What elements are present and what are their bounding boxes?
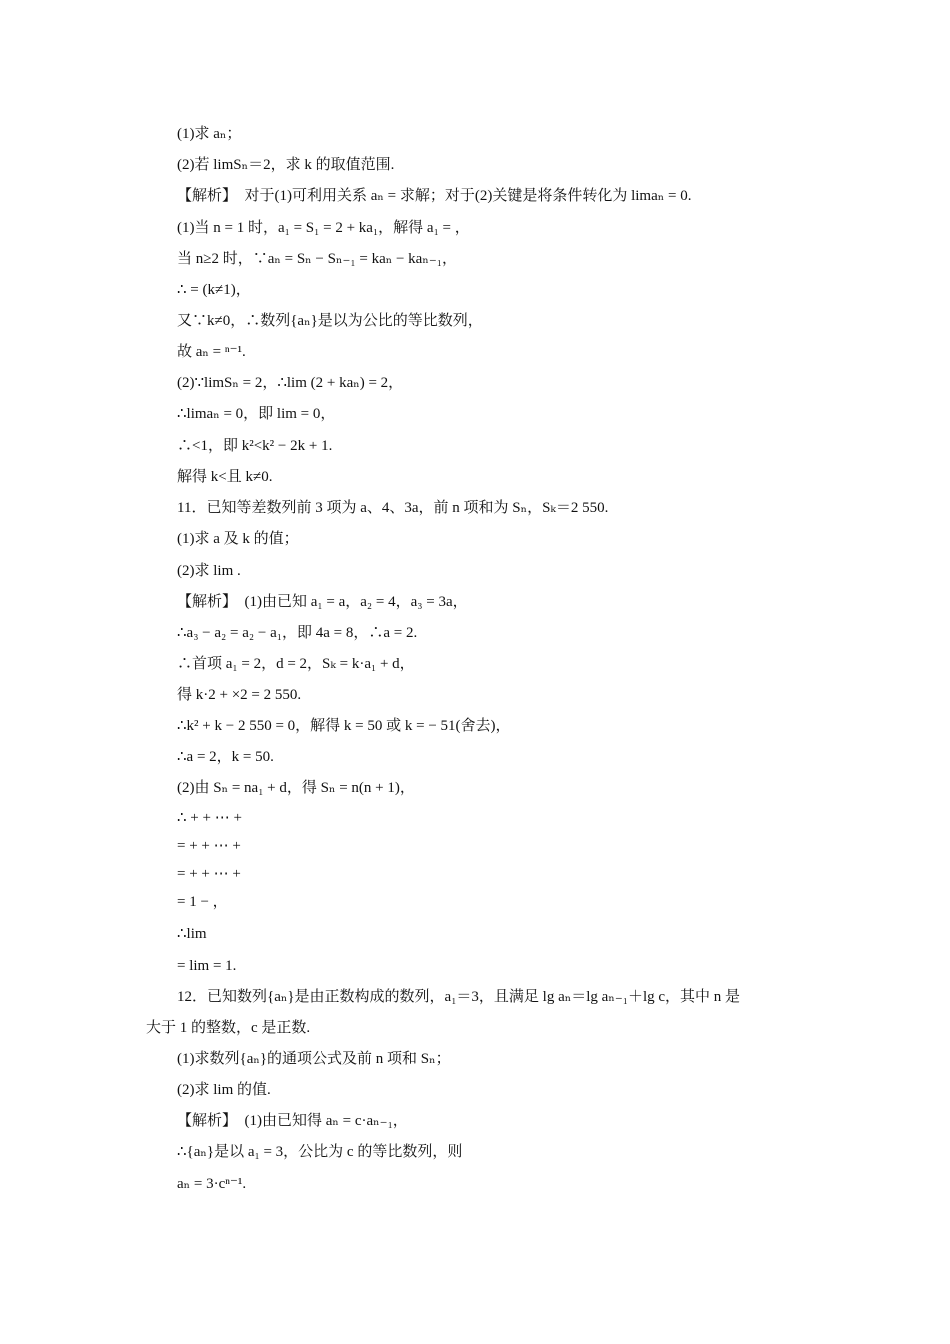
line-q11-sol-4: ∴k² + k − 2 550 = 0，解得 k = 50 或 k = − 51(舍去)， xyxy=(177,718,511,734)
line-q10-sol-5: 故 aₙ = ⁿ⁻¹. xyxy=(177,344,246,360)
line-q11-sol-10: = 1 − ， xyxy=(177,894,228,910)
line-q10-sol-1: (1)当 n = 1 时，a₁ = S₁ = 2 + ka₁，解得 a₁ = ， xyxy=(177,220,470,236)
line-q10-part1: (1)求 aₙ； xyxy=(177,126,242,142)
line-q11-sol-2: ∴首项 a₁ = 2，d = 2，Sₖ = k·a₁ + d， xyxy=(177,656,415,672)
line-q12-sol-2: aₙ = 3·cⁿ⁻¹. xyxy=(177,1176,247,1192)
line-q12-sol-1: ∴{aₙ}是以 a₁ = 3，公比为 c 的等比数列，则 xyxy=(177,1144,463,1160)
line-q10-sol-2: 当 n≥2 时，∵aₙ = Sₙ − Sₙ₋₁ = kaₙ − kaₙ₋₁， xyxy=(177,251,457,267)
line-q11-sol-5: ∴a = 2，k = 50. xyxy=(177,749,274,765)
line-q11-sol-11: ∴lim xyxy=(177,926,207,942)
line-q10-sol-8: ∴<1，即 k²<k² − 2k + 1. xyxy=(177,438,333,454)
line-q11-sol-12: = lim = 1. xyxy=(177,958,237,974)
line-q10-sol-4: 又∵k≠0，∴数列{aₙ}是以为公比的等比数列， xyxy=(177,313,483,329)
line-q12-stem-1: 12．已知数列{aₙ}是由正数构成的数列，a₁＝3，且满足 lg aₙ＝lg aₙ₋₁＋lg c，其中 n 是 xyxy=(177,989,741,1005)
line-q12-part1: (1)求数列{aₙ}的通项公式及前 n 项和 Sₙ； xyxy=(177,1051,451,1067)
line-q11-sol-7: ∴ + + ⋯ + xyxy=(177,810,242,826)
line-q11-stem: 11．已知等差数列前 3 项为 a、4、3a，前 n 项和为 Sₙ，Sₖ＝2 550. xyxy=(177,500,609,516)
line-q10-sol-9: 解得 k<且 k≠0. xyxy=(177,469,273,485)
line-q10-sol-3: ∴ = (k≠1)， xyxy=(177,282,251,298)
line-q12-analysis: 【解析】 (1)由已知得 aₙ = c·aₙ₋₁， xyxy=(177,1113,408,1129)
line-q11-sol-3: 得 k·2 + ×2 = 2 550. xyxy=(177,687,302,703)
line-q10-part2: (2)若 limSₙ＝2，求 k 的取值范围. xyxy=(177,157,395,173)
line-q11-sol-1: ∴a₃ − a₂ = a₂ − a₁，即 4a = 8，∴a = 2. xyxy=(177,625,418,641)
line-q10-analysis: 【解析】 对于(1)可利用关系 aₙ = 求解；对于(2)关键是将条件转化为 limaₙ = 0. xyxy=(177,188,692,204)
line-q12-stem-2: 大于 1 的整数，c 是正数. xyxy=(146,1020,311,1036)
line-q11-sol-8: = + + ⋯ + xyxy=(177,838,241,854)
line-q10-sol-6: (2)∵limSₙ = 2，∴lim (2 + kaₙ) = 2， xyxy=(177,375,404,391)
line-q11-sol-6: (2)由 Sₙ = na₁ + d，得 Sₙ = n(n + 1)， xyxy=(177,780,415,796)
line-q11-part2: (2)求 lim . xyxy=(177,563,241,579)
line-q11-analysis: 【解析】 (1)由已知 a₁ = a，a₂ = 4，a₃ = 3a， xyxy=(177,594,468,610)
line-q11-sol-9: = + + ⋯ + xyxy=(177,866,241,882)
line-q11-part1: (1)求 a 及 k 的值； xyxy=(177,531,299,547)
line-q12-part2: (2)求 lim 的值. xyxy=(177,1082,271,1098)
line-q10-sol-7: ∴limaₙ = 0，即 lim = 0， xyxy=(177,406,336,422)
